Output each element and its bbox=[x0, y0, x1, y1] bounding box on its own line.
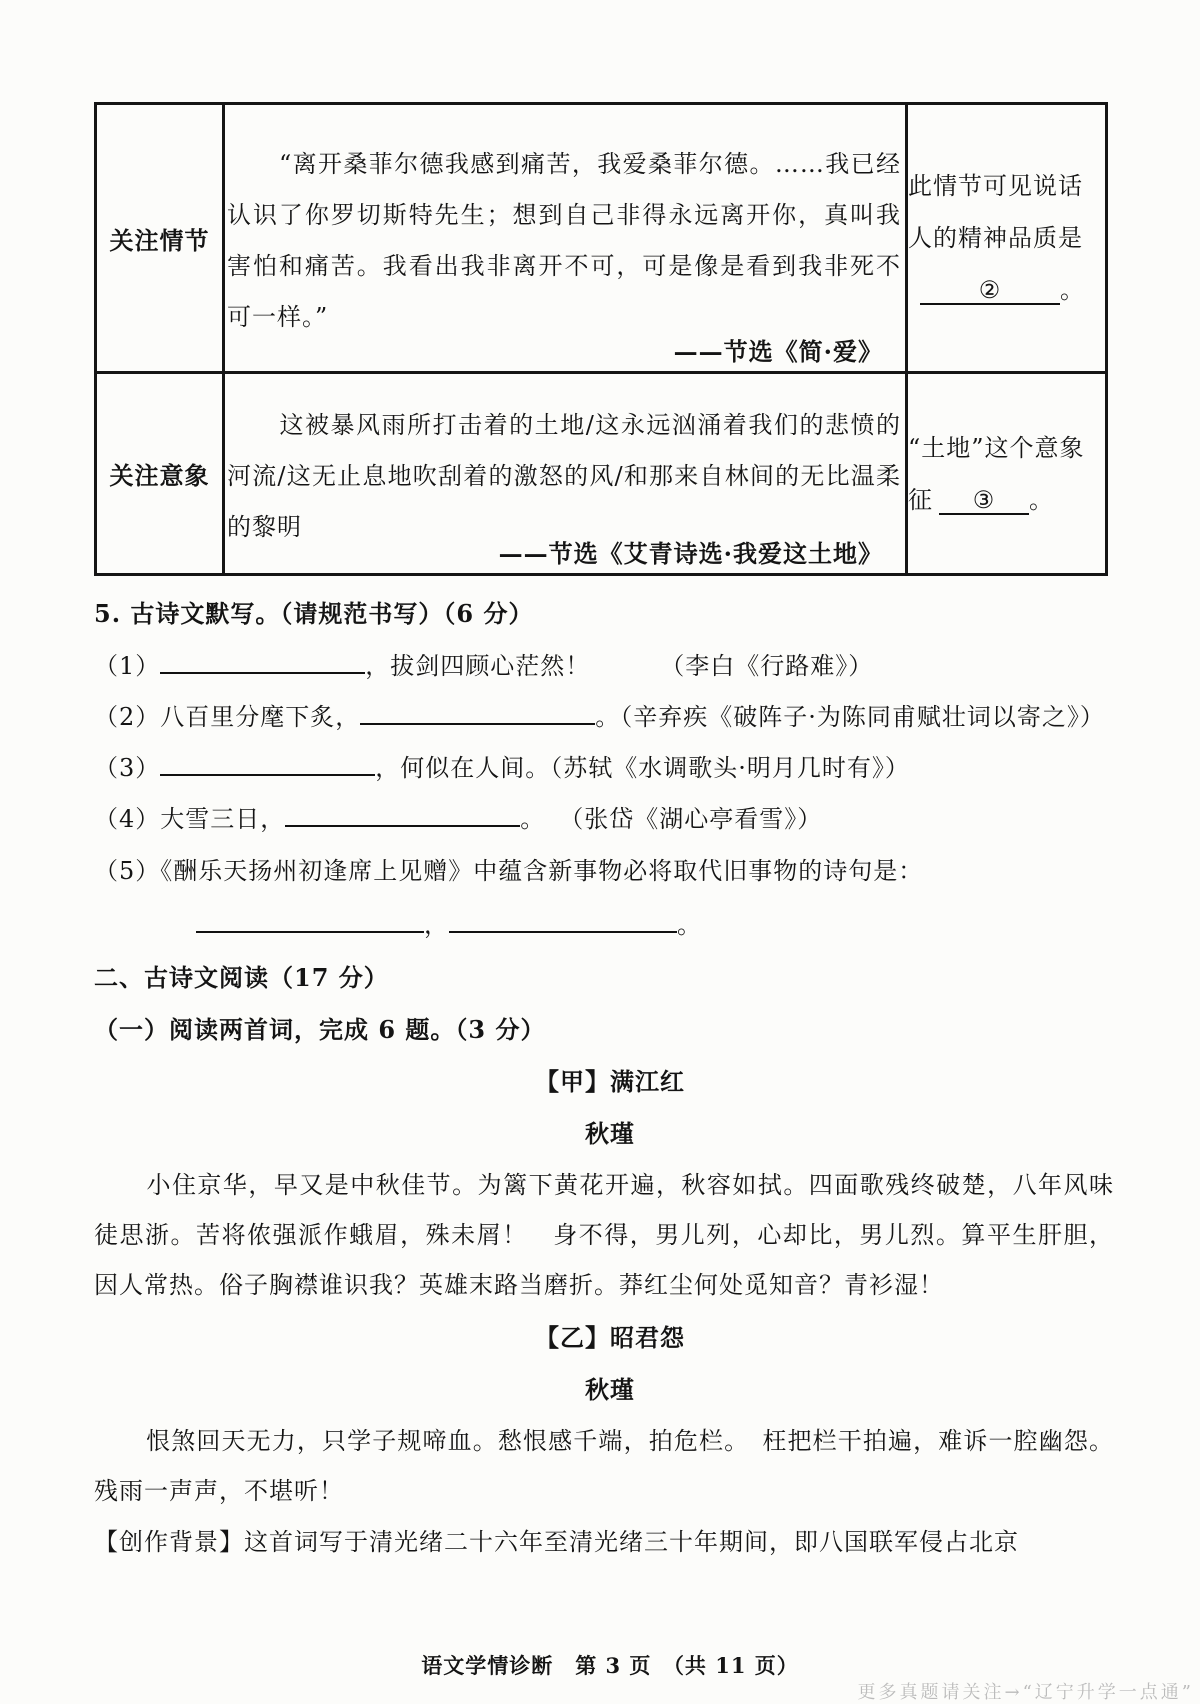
answer-blank[interactable]: ③ bbox=[939, 487, 1029, 515]
q5-item-5-answers: ， 。 bbox=[196, 905, 702, 940]
answer-blank[interactable] bbox=[160, 774, 375, 776]
passage-source: ——节选《简·爱》 bbox=[673, 337, 883, 366]
background-note: 【创作背景】这首词写于清光绪二十六年至清光绪三十年期间，即八国联军侵占北京 bbox=[94, 1528, 1019, 1556]
passage-source: ——节选《艾青诗选·我爱这土地》 bbox=[498, 539, 883, 568]
q5-item-5: （5）《酬乐天扬州初逢席上见赠》中蕴含新事物必将取代旧事物的诗句是： bbox=[94, 857, 924, 885]
passage-text: 这被暴风雨所打击着的土地/这永远汹涌着我们的悲愤的河流/这无止息地吹刮着的激怒的风/和那来自林间的无比温柔的黎明 bbox=[227, 411, 901, 541]
question-text: “土地”这个意象征 bbox=[908, 433, 1085, 514]
poem-b-title: 【乙】昭君怨 bbox=[535, 1323, 685, 1352]
q5-item-1: （1） ，拔剑四顾心茫然！ （李白《行路难》） bbox=[94, 652, 874, 680]
poem-a-author: 秋瑾 bbox=[585, 1119, 635, 1148]
section2-heading: 二、古诗文阅读（17 分） bbox=[94, 963, 389, 992]
poem-b-text: 恨煞回天无力，只学子规啼血。愁恨感千端，拍危栏。 枉把栏干拍遍，难诉一腔幽怨。残雨一声声，不堪听！ bbox=[94, 1427, 1114, 1505]
answer-blank[interactable] bbox=[196, 931, 424, 933]
answer-blank[interactable] bbox=[160, 672, 365, 674]
q5-heading: 5. 古诗文默写。（请规范书写）（6 分） bbox=[94, 599, 534, 628]
row-label: 关注情节 bbox=[96, 104, 224, 373]
row-label: 关注意象 bbox=[96, 373, 224, 575]
answer-blank[interactable]: ② bbox=[920, 277, 1060, 305]
passage-cell bbox=[224, 104, 907, 373]
answer-blank[interactable] bbox=[449, 931, 677, 933]
table-row bbox=[96, 104, 1107, 373]
poem-b-author: 秋瑾 bbox=[585, 1375, 635, 1404]
question-cell: 此情节可见说话人的精神品质是 ② 。 bbox=[907, 104, 1107, 373]
watermark: 更多真题请关注→“辽宁升学一点通” bbox=[857, 1682, 1194, 1703]
table-row bbox=[96, 373, 1107, 575]
page-footer: 语文学情诊断 第 3 页 （共 11 页） bbox=[421, 1653, 799, 1678]
section2-subheading: （一）阅读两首词，完成 6 题。（3 分） bbox=[94, 1015, 546, 1044]
question-text: 此情节可见说话人的精神品质是 bbox=[908, 172, 1083, 252]
answer-blank[interactable] bbox=[285, 825, 520, 827]
answer-blank[interactable] bbox=[360, 723, 595, 725]
q5-item-4: （4）大雪三日， 。 （张岱《湖心亭看雪》） bbox=[94, 805, 823, 833]
passage-text: “离开桑菲尔德我感到痛苦，我爱桑菲尔德。……我已经认识了你罗切斯特先生；想到自己非得永远离开你，真叫我害怕和痛苦。我看出我非离开不可，可是像是看到我非死不可一样。” bbox=[227, 150, 901, 331]
passage-cell bbox=[224, 373, 907, 575]
reading-table bbox=[94, 102, 1108, 576]
q5-item-2: （2）八百里分麾下炙， 。（辛弃疾《破阵子·为陈同甫赋壮词以寄之》） bbox=[94, 703, 1105, 731]
question-cell: “土地”这个意象征 ③ 。 bbox=[907, 373, 1107, 575]
q5-item-3: （3） ，何似在人间。（苏轼《水调歌头·明月几时有》） bbox=[94, 754, 910, 782]
poem-a-title: 【甲】满江红 bbox=[535, 1067, 685, 1096]
poem-a-text: 小住京华，早又是中秋佳节。为篱下黄花开遍，秋容如拭。四面歌残终破楚，八年风味徒思浙。苦将侬强派作蛾眉，殊未屑！ 身不得，男儿列，心却比，男儿烈。算平生肝胆，因人常热。俗子胸襟谁识我？英雄末路当磨折。莽红尘何处觅知音？青衫湿！ bbox=[94, 1171, 1114, 1299]
